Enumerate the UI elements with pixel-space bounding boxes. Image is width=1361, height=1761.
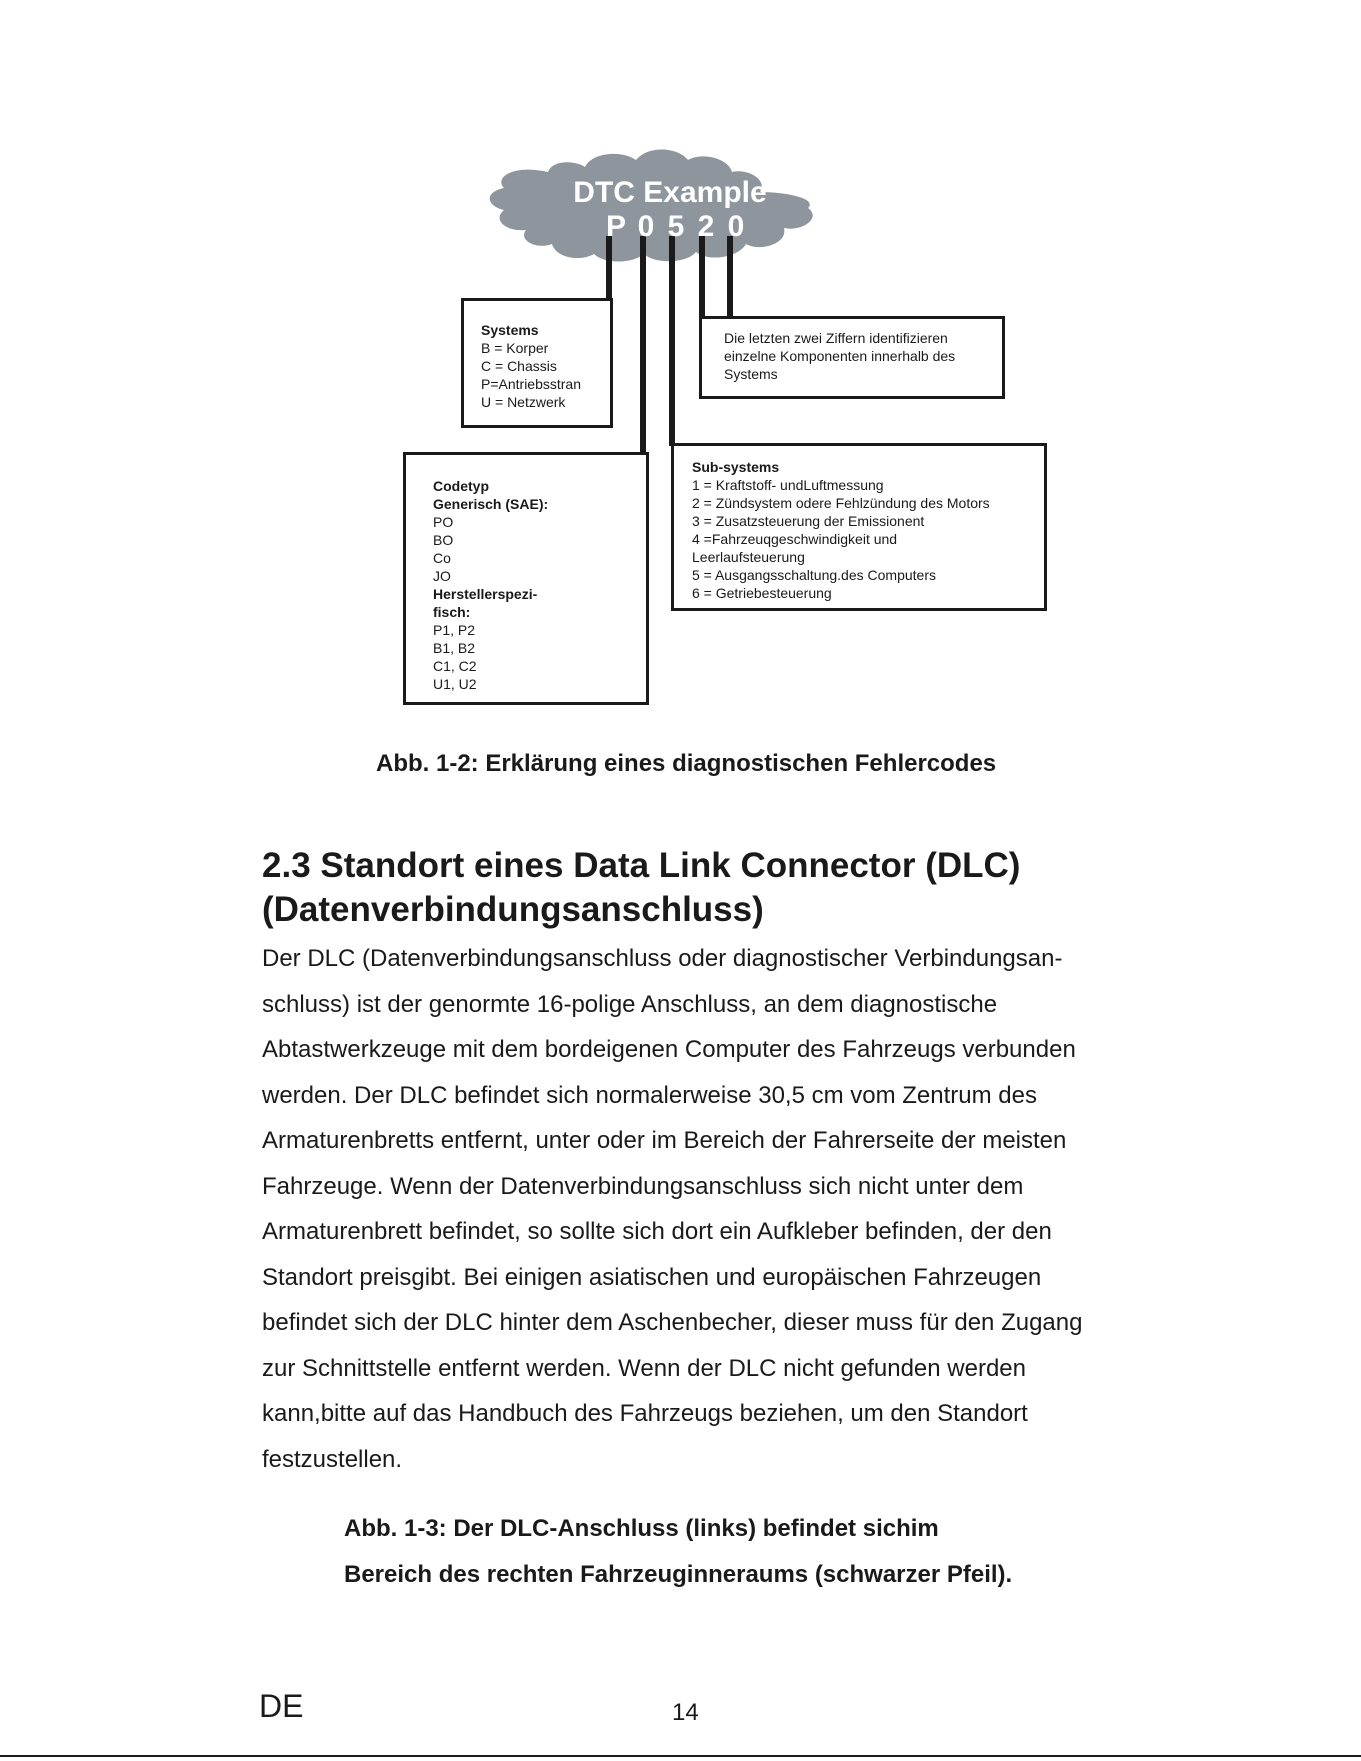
codetype-line: Codetyp	[433, 478, 489, 494]
body-line: festzustellen.	[262, 1445, 403, 1473]
codetype-box	[403, 452, 649, 705]
codetype-line: BO	[433, 532, 454, 548]
codetype-line: Co	[433, 550, 451, 566]
footer-language: DE	[259, 1688, 304, 1724]
body-paragraph	[262, 945, 1132, 1491]
systems-line: C = Chassis	[481, 358, 557, 374]
code-char-5: 0	[727, 210, 745, 243]
bottom-rule	[0, 1755, 1361, 1757]
subsystems-line: 2 = Zündsystem odere Fehlzündung des Motors	[692, 495, 990, 511]
figure-caption-1: Abb. 1-2: Erklärung eines diagnostischen Fehlercodes	[376, 750, 997, 777]
subsystems-line: Sub-systems	[692, 459, 780, 475]
systems-line: U = Netzwerk	[481, 394, 566, 410]
body-line: werden. Der DLC befindet sich normalerweise 30,5 cm vom Zentrum des	[262, 1081, 1037, 1109]
page-number: 14	[672, 1699, 699, 1726]
subsystems-line: Leerlaufsteuerung	[692, 549, 805, 565]
codetype-line: U1, U2	[433, 676, 477, 692]
cloud-title: DTC Example	[573, 176, 767, 209]
codetype-line: fisch:	[433, 604, 471, 620]
body-line: schluss) ist der genormte 16-polige Anschluss, an dem diagnostische	[262, 990, 998, 1018]
codetype-line: B1, B2	[433, 640, 476, 656]
codetype-line: Generisch (SAE):	[433, 496, 549, 512]
codetype-line: C1, C2	[433, 658, 477, 674]
digits-line: Systems	[724, 366, 778, 382]
systems-line: P=Antriebsstran	[481, 376, 581, 392]
subsystems-line: 5 = Ausgangsschaltung.des Computers	[692, 567, 936, 583]
codetype-line: JO	[433, 568, 451, 584]
systems-box	[461, 298, 613, 428]
code-char-1: P	[605, 210, 626, 243]
code-char-4: 2	[697, 210, 715, 243]
dtc-cloud-and-connectors	[0, 0, 1361, 720]
body-line: kann,bitte auf das Handbuch des Fahrzeugs beziehen, um den Standort	[262, 1400, 1028, 1427]
body-line: Abtastwerkzeuge mit dem bordeigenen Computer des Fahrzeugs verbunden	[262, 1036, 1076, 1063]
subsystems-line: 1 = Kraftstoff- undLuftmessung	[692, 477, 884, 493]
subsystems-line: 3 = Zusatzsteuerung der Emissionent	[692, 513, 925, 529]
section-heading	[262, 844, 1020, 932]
code-char-3: 5	[667, 210, 685, 243]
heading-line-1: 2.3 Standort eines Data Link Connector (DLC)	[262, 846, 1021, 885]
body-line: Standort preisgibt. Bei einigen asiatischen und europäischen Fahrzeugen	[262, 1263, 1042, 1291]
digits-line: einzelne Komponenten innerhalb des	[724, 348, 956, 364]
digits-box	[699, 316, 1005, 399]
subsystems-line: 4 =Fahrzeuqgeschwindigkeit und	[692, 531, 898, 547]
heading-line-2: (Datenverbindungsanschluss)	[262, 890, 764, 929]
body-line: befindet sich der DLC hinter dem Aschenbecher, dieser muss für den Zugang	[262, 1309, 1083, 1336]
subsystems-box	[671, 443, 1047, 611]
body-line: Armaturenbretts entfernt, unter oder im Bereich der Fahrerseite der meisten	[262, 1127, 1067, 1154]
codetype-line: P1, P2	[433, 622, 476, 638]
figure-caption-2-line-2: Bereich des rechten Fahrzeuginneraums (schwarzer Pfeil).	[344, 1561, 1013, 1588]
subsystems-line: 6 = Getriebesteuerung	[692, 585, 832, 601]
body-line: Fahrzeuge. Wenn der Datenverbindungsanschluss sich nicht unter dem	[262, 1172, 1024, 1200]
codetype-line: PO	[433, 514, 454, 530]
body-line: Armaturenbrett befindet, so sollte sich dort ein Aufkleber befinden, der den	[262, 1218, 1052, 1245]
dtc-diagram	[0, 0, 1361, 720]
systems-line: B = Korper	[481, 340, 549, 356]
figure-caption-2-line-1: Abb. 1-3: Der DLC-Anschluss (links) befindet sichim	[344, 1515, 939, 1542]
code-char-2: 0	[637, 210, 655, 243]
codetype-line: Herstellerspezi-	[433, 586, 538, 602]
body-line: Der DLC (Datenverbindungsanschluss oder diagnostischer Verbindungsan-	[262, 945, 1063, 972]
systems-line: Systems	[481, 322, 539, 338]
digits-line: Die letzten zwei Ziffern identifizieren	[724, 330, 948, 346]
body-line: zur Schnittstelle entfernt werden. Wenn der DLC nicht gefunden werden	[262, 1354, 1026, 1382]
